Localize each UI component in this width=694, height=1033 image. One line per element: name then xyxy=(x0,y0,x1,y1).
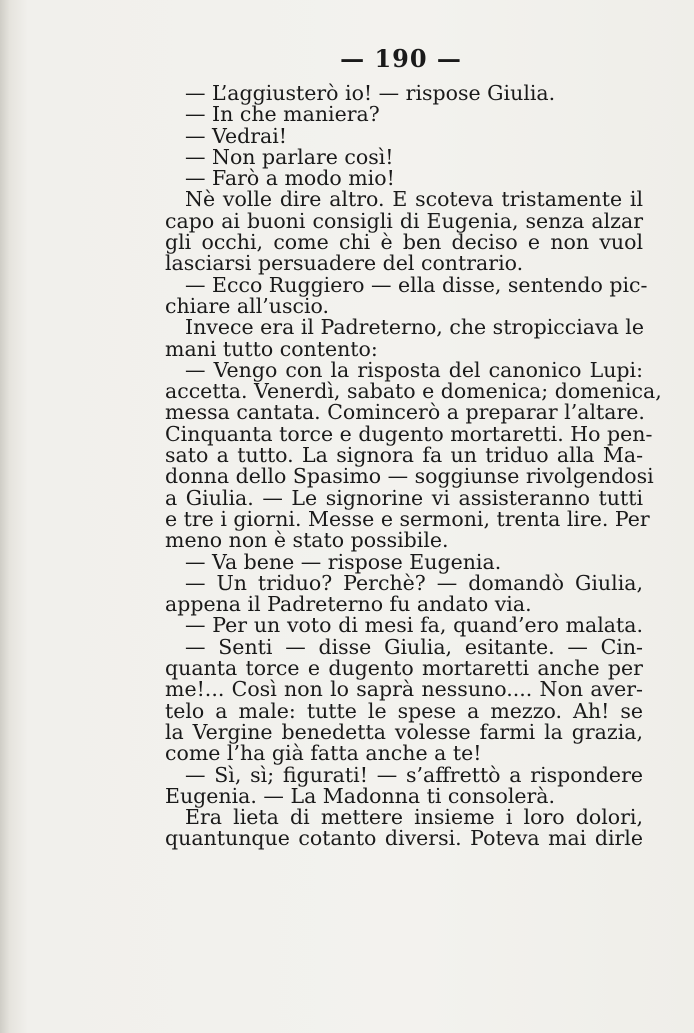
text-line: telo a male: tutte le spese a mezzo. Ah! se xyxy=(165,698,643,723)
text-line: quanta torce e dugento mortaretti anche per xyxy=(165,656,643,681)
text-line: — Va bene — rispose Eugenia. xyxy=(185,549,502,574)
text-line: come l’ha già fatta anche a te! xyxy=(165,741,482,766)
text-line: quantunque cotanto diversi. Poteva mai dirle xyxy=(165,826,643,851)
text-line: — Un triduo? Perchè? — domandò Giulia, xyxy=(185,570,643,595)
text-line: capo ai buoni consigli di Eugenia, senza alzar xyxy=(165,208,643,233)
text-line: gli occhi, come chi è ben deciso e non vuol xyxy=(165,230,643,255)
text-line: la Vergine benedetta volesse farmi la grazia, xyxy=(165,719,643,744)
body-text xyxy=(165,81,662,851)
text-line: Cinquanta torce e dugento mortaretti. Ho pen- xyxy=(165,421,653,446)
text-line: chiare all’uscio. xyxy=(165,293,330,318)
text-line: a Giulia. — Le signorine vi assisteranno tutti xyxy=(165,485,643,510)
page-number: — 190 — xyxy=(340,44,462,73)
text-line: donna dello Spasimo — soggiunse rivolgendosi xyxy=(165,464,654,489)
text-line: — Senti — disse Giulia, esitante. — Cin- xyxy=(185,634,643,659)
text-line: messa cantata. Comincerò a preparar l’altare. xyxy=(165,400,645,425)
text-line: appena il Padreterno fu andato via. xyxy=(165,592,532,617)
text-line: Era lieta di mettere insieme i loro dolori, xyxy=(185,805,643,830)
text-line: — Non parlare così! xyxy=(185,144,394,169)
text-line: accetta. Venerdì, sabato e domenica; domenica, xyxy=(165,379,662,404)
text-line: — In che maniera? xyxy=(185,102,380,127)
text-line: — L’aggiusterò io! — rispose Giulia. xyxy=(185,81,556,105)
text-line: me!... Così non lo saprà nessuno.... Non aver- xyxy=(165,677,643,702)
text-line: — Ecco Ruggiero — ella disse, sentendo pic- xyxy=(185,272,648,297)
text-line: Invece era il Padreterno, che stropicciava le xyxy=(185,315,644,340)
text-line: lasciarsi persuadere del contrario. xyxy=(165,251,524,276)
text-line: — Sì, sì; figurati! — s’affrettò a rispondere xyxy=(185,762,643,787)
text-line: meno non è stato possibile. xyxy=(165,528,449,553)
text-line: e tre i giorni. Messe e sermoni, trenta lire. Per xyxy=(165,506,650,531)
text-line: — Farò a modo mio! xyxy=(185,166,395,191)
text-line: Nè volle dire altro. E scoteva tristamente il xyxy=(185,187,643,212)
text-line: mani tutto contento: xyxy=(165,336,378,361)
text-line: Eugenia. — La Madonna ti consolerà. xyxy=(165,783,556,808)
text-line: — Vengo con la risposta del canonico Lupi: xyxy=(185,357,643,382)
text-line: sato a tutto. La signora fa un triduo alla Ma- xyxy=(165,443,643,468)
text-line: — Vedrai! xyxy=(185,123,288,148)
text-line: — Per un voto di mesi fa, quand’ero malata. xyxy=(185,613,643,638)
